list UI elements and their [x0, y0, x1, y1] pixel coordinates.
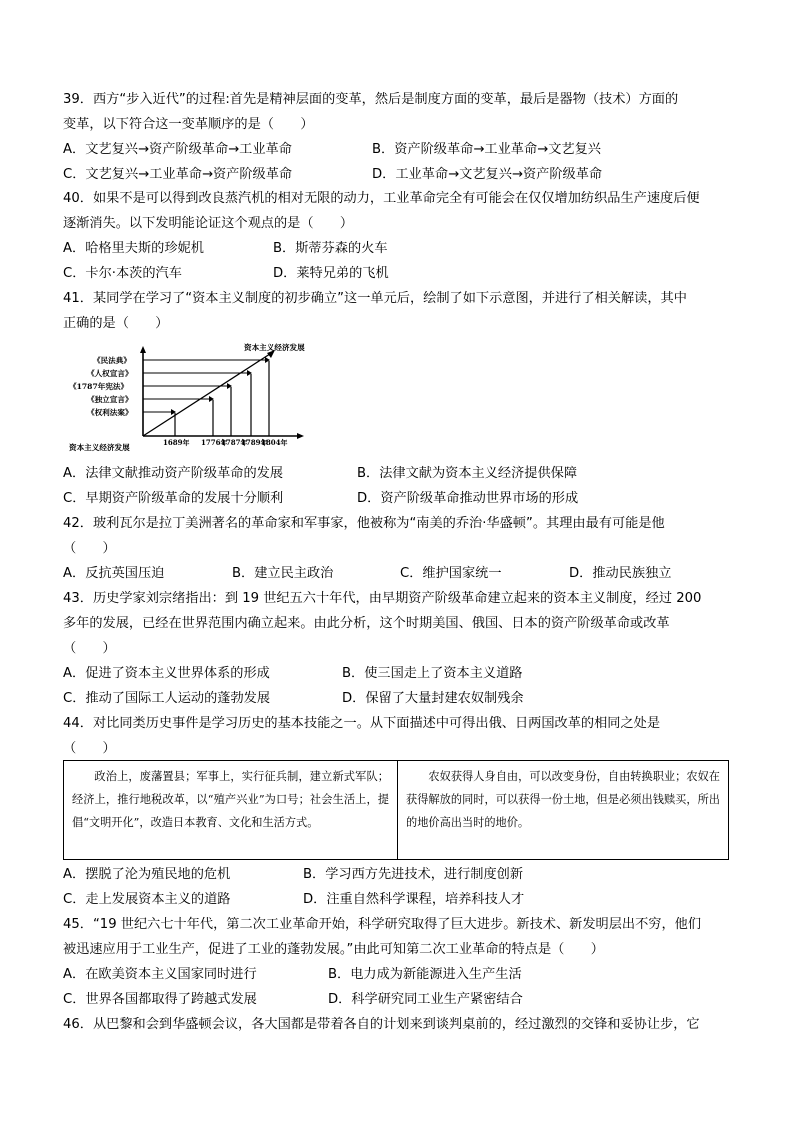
option-a[interactable]: A．法律文献推动资产阶级革命的发展: [63, 466, 284, 481]
doc-label: 《独立宣言》: [87, 395, 133, 404]
option-c[interactable]: C．文艺复兴→工业革命→资产阶级革命: [63, 167, 293, 182]
option-d[interactable]: D．莱特兄弟的飞机: [273, 266, 389, 281]
option-b[interactable]: B．建立民主政治: [232, 566, 334, 581]
question-stem-line: （ ）: [63, 641, 116, 656]
option-d[interactable]: D．推动民族独立: [569, 566, 672, 581]
russia-reform-cell: 农奴获得人身自由，可以改变身份，自由转换职业；农奴在获得解放的同时，可以获得一份土地，但是必须出钱赎买，所出的地价高出当时的地价。: [406, 770, 720, 829]
option-b[interactable]: B．资产阶级革命→工业革命→文艺复兴: [372, 142, 601, 157]
question-stem-line: 变革，以下符合这一变革顺序的是（ ）: [63, 117, 314, 132]
japan-reform-cell: 政治上，废藩置县；军事上，实行征兵制，建立新式军队；经济上，推行地税改革，以“殖产兴业”为口号；社会生活上，提倡“文明开化”，改造日本教育、文化和生活方式。: [64, 761, 398, 859]
question-stem-line: 41．某同学在学习了“资本主义制度的初步确立”这一单元后，绘制了如下示意图，并进行了相关解读，其中: [63, 291, 687, 306]
question-stem-line: 43．历史学家刘宗绪指出：到 19 世纪五六十年代，由早期资产阶级革命建立起来的资本主义制度，经过 200: [63, 591, 702, 606]
question-stem-line: 40．如果不是可以得到改良蒸汽机的相对无限的动力，工业革命完全有可能会在仅仅增加纺织品生产速度后便: [63, 191, 700, 206]
option-b[interactable]: B．法律文献为资本主义经济提供保障: [357, 466, 578, 481]
year-label: 1689年: [163, 438, 190, 447]
question-stem-line: 被迅速应用于工业生产，促进了工业的蓬勃发展。”由此可知第二次工业革命的特点是（ ）: [63, 942, 604, 957]
option-a[interactable]: A．摆脱了沦为殖民地的危机: [63, 867, 231, 882]
question-stem-line: 正确的是（ ）: [63, 316, 169, 331]
option-d[interactable]: D．工业革命→文艺复兴→资产阶级革命: [372, 167, 603, 182]
option-c[interactable]: C．推动了国际工人运动的蓬勃发展: [63, 691, 271, 706]
question-stem-line: 42．玻利瓦尔是拉丁美洲著名的革命家和军事家，他被称为“南美的乔治·华盛顿”。其理由最有可能是他: [63, 516, 665, 531]
question-stem-line: （ ）: [63, 541, 116, 556]
year-label: 1789年: [241, 438, 268, 447]
comparison-table: [63, 760, 729, 860]
question-stem-line: 39．西方“步入近代”的过程:首先是精神层面的变革，然后是制度方面的变革，最后是器物（技术）方面的: [63, 92, 679, 107]
option-b[interactable]: B．斯蒂芬森的火车: [273, 241, 388, 256]
option-c[interactable]: C．走上发展资本主义的道路: [63, 892, 231, 907]
doc-label: 《民法典》: [93, 356, 131, 365]
option-b[interactable]: B．电力成为新能源进入生产生活: [328, 967, 522, 982]
option-a[interactable]: A．反抗英国压迫: [63, 566, 165, 581]
option-c[interactable]: C．世界各国都取得了跨越式发展: [63, 992, 257, 1007]
option-d[interactable]: D．注重自然科学课程，培养科技人才: [303, 892, 525, 907]
doc-label: 《人权宣言》: [87, 369, 133, 378]
option-d[interactable]: D．保留了大量封建农奴制残余: [342, 691, 524, 706]
option-d[interactable]: D．资产阶级革命推动世界市场的形成: [357, 491, 579, 506]
option-b[interactable]: B．学习西方先进技术，进行制度创新: [303, 867, 524, 882]
doc-label: 《1787年宪法》: [69, 382, 129, 391]
question-stem-line: 46．从巴黎和会到华盛顿会议，各大国都是带着各自的计划来到谈判桌前的，经过激烈的交锋和妥协让步，它: [63, 1017, 700, 1032]
option-a[interactable]: A．哈格里夫斯的珍妮机: [63, 241, 204, 256]
doc-label: 《权利法案》: [87, 408, 133, 417]
question-stem-line: （ ）: [63, 741, 116, 756]
year-label: 1776年: [201, 438, 228, 447]
top-axis-label: 资本主义经济发展: [244, 343, 305, 352]
year-label: 1787年: [221, 438, 248, 447]
schematic-diagram: [63, 340, 343, 456]
question-stem-line: 44．对比同类历史事件是学习历史的基本技能之一。从下面描述中可得出俄、日两国改革的相同之处是: [63, 716, 661, 731]
question-stem-line: 45．“19 世纪六七十年代，第二次工业革命开始，科学研究取得了巨大进步。新技术、新发明层出不穷，他们: [63, 917, 702, 932]
question-stem-line: 逐渐消失。以下发明能论证这个观点的是（ ）: [63, 216, 354, 231]
bottom-axis-label: 资本主义经济发展: [69, 443, 130, 452]
option-a[interactable]: A．促进了资本主义世界体系的形成: [63, 666, 270, 681]
option-c[interactable]: C．维护国家统一: [400, 566, 502, 581]
option-b[interactable]: B．使三国走上了资本主义道路: [342, 666, 523, 681]
option-c[interactable]: C．早期资产阶级革命的发展十分顺利: [63, 491, 284, 506]
year-label: 1804年: [261, 438, 288, 447]
option-d[interactable]: D．科学研究同工业生产紧密结合: [328, 992, 523, 1007]
question-stem-line: 多年的发展，已经在世界范围内确立起来。由此分析，这个时期美国、俄国、日本的资产阶级革命或改革: [63, 616, 670, 631]
option-c[interactable]: C．卡尔·本茨的汽车: [63, 266, 182, 281]
option-a[interactable]: A．在欧美资本主义国家同时进行: [63, 967, 257, 982]
option-a[interactable]: A．文艺复兴→资产阶级革命→工业革命: [63, 142, 292, 157]
